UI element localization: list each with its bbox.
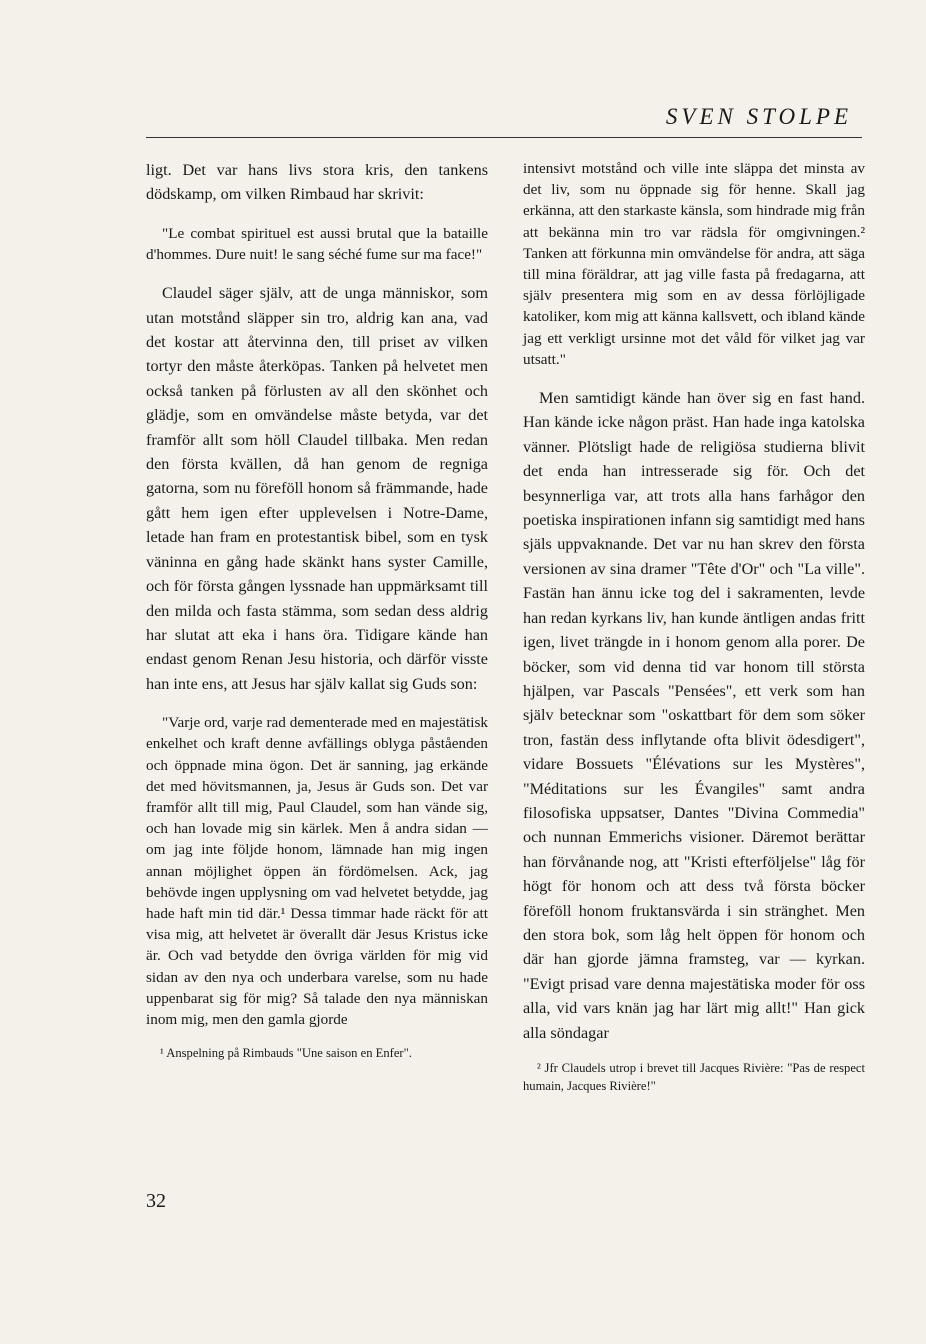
- paragraph: Men samtidigt kände han över sig en fast hand. Han kände icke någon präst. Han hade inga katolska vänner. Plötsligt hade de religiösa studierna blivit det enda han intresserade sig för. Och det besynnerliga var, att trots alla hans farhågor den poetiska inspirationen infann sig samtidigt med hans själs uppvaknande. Det var nu han skrev den första versionen av sina dramer "Tête d'Or" och "La ville". Fastän han ännu icke tog del i sakramenten, levde han redan kyrkans liv, han kunde äntligen andas fritt igen, livet trängde in i honom genom alla porer. De böcker, som vid denna tid var honom till största hjälpen, var Pascals "Pensées", ett verk som han själv betecknar som "oskattbart för dem som söker tron, fastän dess inflytande ofta blivit ödesdigert", vidare Bossuets "Élévations sur les Mystères", "Méditations sur les Évangiles" samt andra filosofiska uppsatser, Dantes "Divina Commedia" och nunnan Emmerichs visioner. Däremot berättar han förvånande nog, att "Kristi efterföljelse" låg för högt för honom och att dess två första böcker föreföll honom fruktansvärda i sin stränghet. Men den stora bok, som låg helt öppen för honom och där han gjorde jämna framsteg, var — kyrkan. "Evigt prisad vare denna majestätiska moder för oss alla, vid vars knän jag har lärt mig allt!" Han gick alla söndagar: [523, 389, 865, 1042]
- paragraph: ligt. Det var hans livs stora kris, den tankens dödskamp, om vilken Rimbaud har skrivit:: [146, 161, 488, 204]
- page-number: 32: [146, 1190, 166, 1212]
- footnote: ¹ Anspelning på Rimbauds "Une saison en Enfer".: [160, 1046, 412, 1061]
- right-column: [523, 158, 865, 1108]
- left-column: [146, 158, 488, 1075]
- block-quote: "Le combat spirituel est aussi brutal que la bataille d'hommes. Dure nuit! le sang séché fume sur ma face!": [146, 224, 488, 264]
- footnote: ² Jfr Claudels utrop i brevet till Jacques Rivière: "Pas de respect humain, Jacques Rivière!": [523, 1061, 865, 1093]
- block-quote: "Varje ord, varje rad dementerade med en majestätisk enkelhet och kraft denne avfällings oblyga påståenden och öppnade mina ögon. Det är sanning, jag erkände det med hövitsmannen, ja, Jesus är Guds son. Det var framför allt till mig, Paul Claudel, som han vände sig, och han lovade mig sin kärlek. Men å andra sidan — om jag inte följde honom, lämnade han mig ingen annan möjlighet öppen än fördömelsen. Ack, jag behövde ingen upplysning om vad helvetet betydde, jag hade haft min tid där.¹ Dessa timmar hade räckt för att visa mig, att helvetet är överallt där Jesus Kristus icke är. Och vad betydde den övriga världen för mig vid sidan av den nya och underbara varelse, som nu hade uppenbarat sig för mig? Så talade den nya människan inom mig, men den gamla gjorde: [146, 714, 488, 1028]
- header-rule: [146, 137, 862, 138]
- paragraph: Claudel säger själv, att de unga människor, som utan motstånd släpper sin tro, aldrig kan ana, vad det kostar att återvinna den, till priset av vilken tortyr den måste återköpas. Tanken på helvetet men också tanken på förlusten av all den skönhet och glädje, som en omvändelse måste betyda, var det framför allt som höll Claudel tillbaka. Men redan den första kvällen, då han genom de regniga gatorna, som nu föreföll honom så främmande, hade gått hem igen efter upplevelsen i Notre-Dame, letade han fram en protestantisk bibel, som en tysk väninna en gång hade skänkt hans syster Camille, och för första gången lyssnade han uppmärksamt till den milda och fasta stämma, som sedan dess aldrig har slutat att eka i hans öra. Tidigare kände han endast genom Renan Jesu historia, och därför visste han inte ens, att Jesus har själv kallat sig Guds son:: [146, 284, 488, 693]
- running-header: SVEN STOLPE: [665, 104, 852, 129]
- block-quote-continuation: intensivt motstånd och ville inte släppa det minsta av det liv, som nu öppnade sig för henne. Skall jag erkänna, att den starkaste känsla, som hindrade mig från att bekänna min tro var rädsla för omgivningen.² Tanken att förkunna min omvändelse för andra, att säga till mina föräldrar, att jag ville fasta på fredagarna, att själv presentera mig som en av dessa förlöjligade katoliker, kom mig att känna kallsvett, och ibland kände jag ett verkligt ursinne mot det våld för vilket jag var utsatt.": [523, 160, 865, 368]
